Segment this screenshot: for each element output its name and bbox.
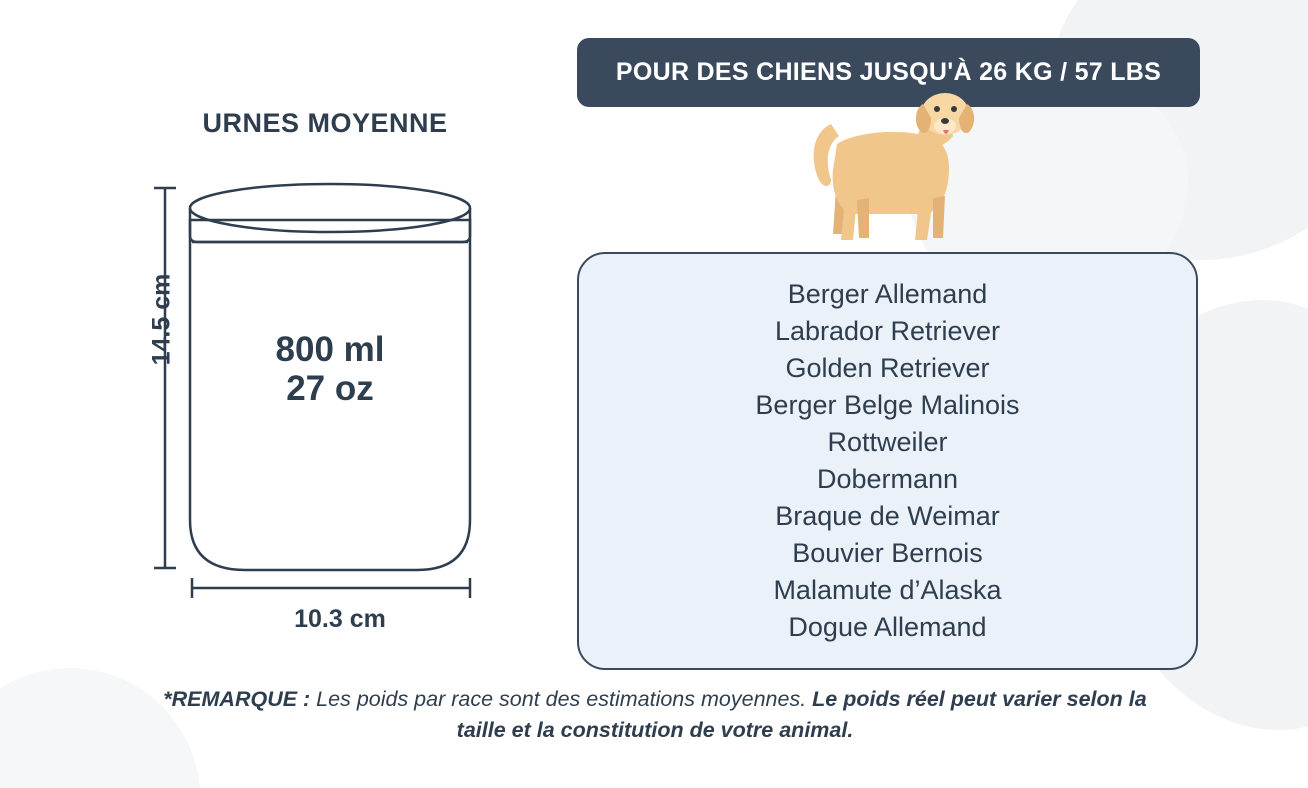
urn-height-label: 14.5 cm xyxy=(147,273,176,366)
urn-drawing xyxy=(110,180,540,640)
breed-list xyxy=(577,252,1198,670)
list-item: Bouvier Bernois xyxy=(792,538,983,568)
list-item: Dobermann xyxy=(816,464,959,494)
urn-width-label: 10.3 cm xyxy=(294,605,386,633)
urn-volume-oz: 27 oz xyxy=(286,369,374,409)
urn-volume xyxy=(180,330,480,408)
list-item: Berger Belge Malinois xyxy=(755,390,1020,420)
footnote xyxy=(150,684,1160,746)
golden-retriever-icon xyxy=(793,88,983,256)
list-item: Labrador Retriever xyxy=(774,316,1001,346)
page-title: URNES MOYENNE xyxy=(202,108,448,138)
list-item: Golden Retriever xyxy=(785,353,990,383)
footnote-text: Les poids par race sont des estimations moyennes. xyxy=(310,687,813,711)
urn-diagram xyxy=(110,180,540,640)
list-item: Rottweiler xyxy=(827,427,948,457)
footnote-prefix: *REMARQUE : xyxy=(163,687,311,711)
list-item: Berger Allemand xyxy=(787,279,988,309)
urn-volume-ml: 800 ml xyxy=(275,330,385,369)
list-item: Malamute d’Alaska xyxy=(773,575,1002,605)
footnote-emphasis: Le poids réel peut varier selon la taille et la constitution de votre animal. xyxy=(456,687,1147,743)
weight-banner: POUR DES CHIENS JUSQU'À 26 KG / 57 LBS xyxy=(577,38,1200,107)
list-item: Braque de Weimar xyxy=(775,501,1000,531)
list-item: Dogue Allemand xyxy=(788,612,987,642)
